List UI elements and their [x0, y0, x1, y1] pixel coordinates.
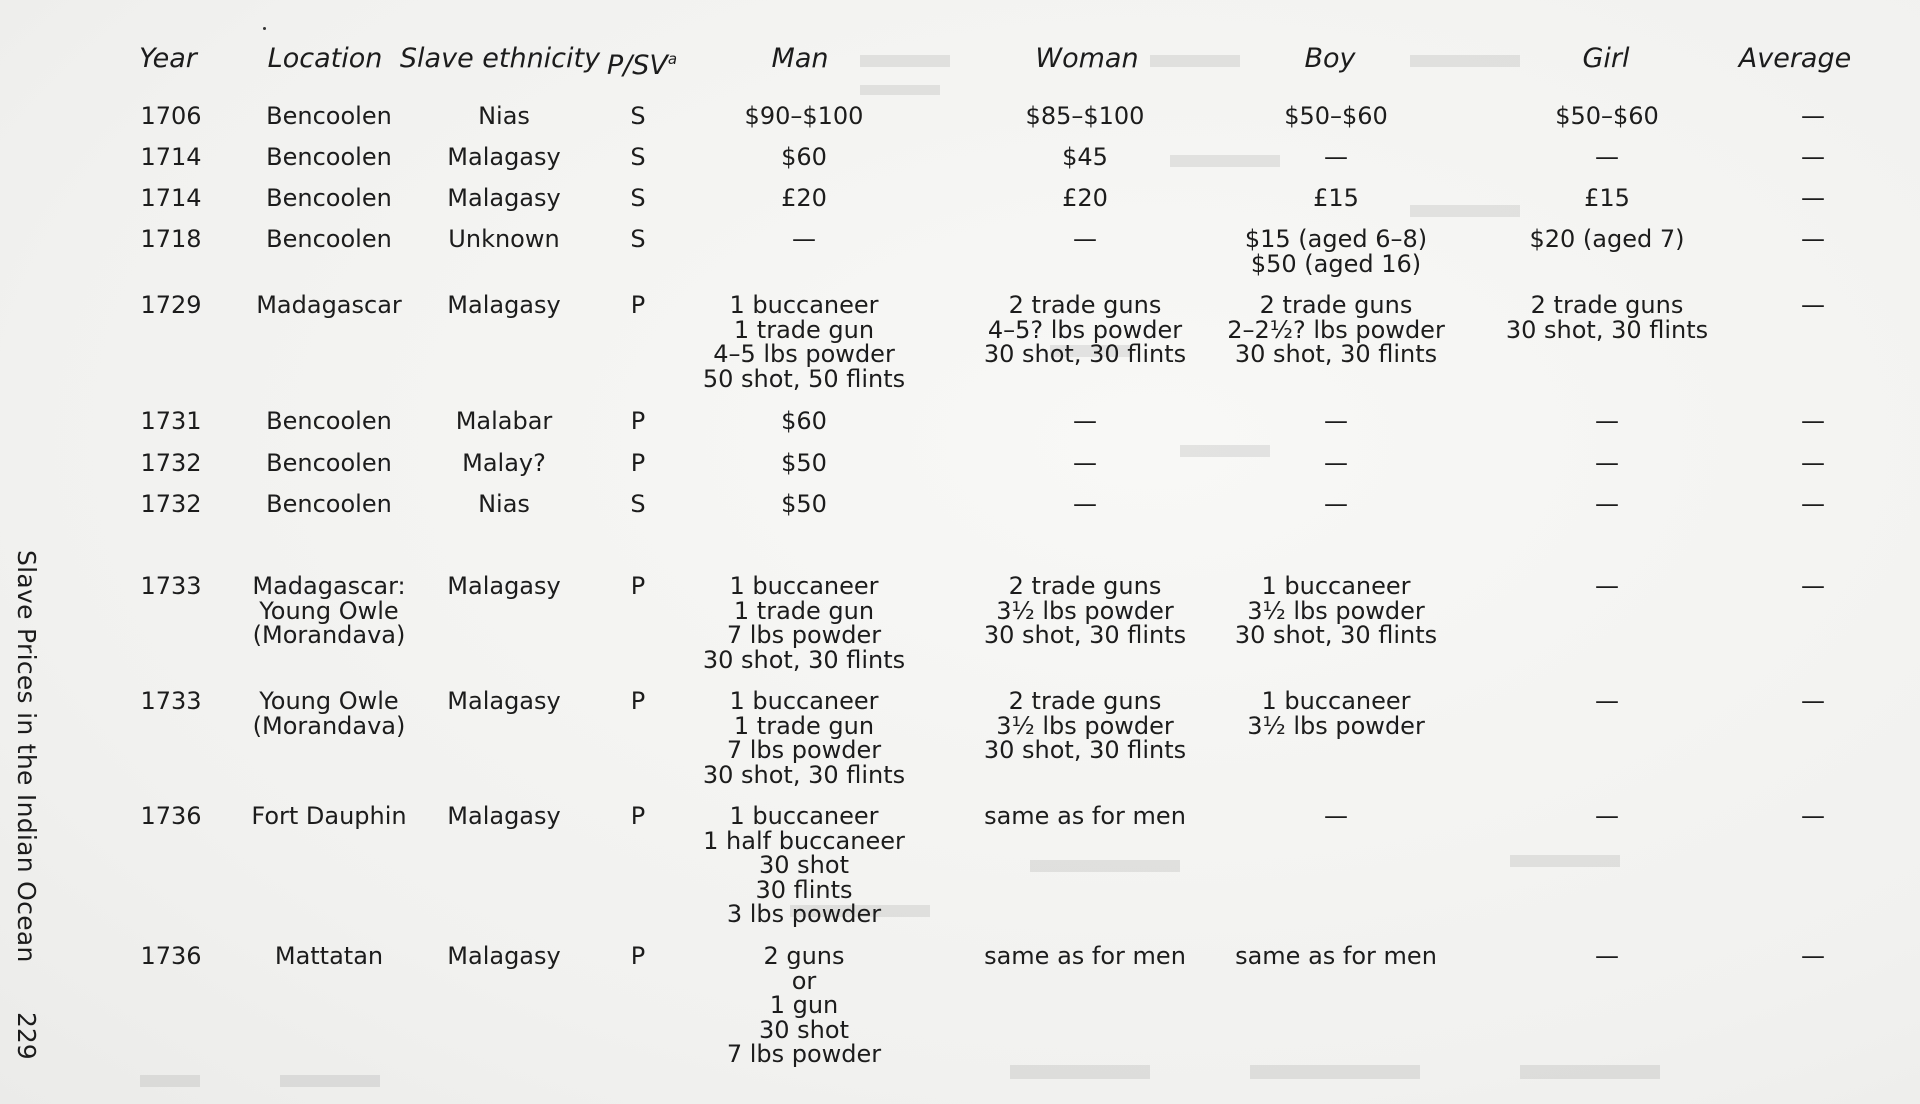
cell-line: same as for men [1235, 942, 1437, 970]
cell-woman [1073, 227, 1097, 252]
cell-line: — [1801, 143, 1825, 171]
cell-line: S [630, 490, 646, 518]
cell-location [252, 574, 405, 648]
cell-psv [631, 689, 645, 714]
cell-line: $50 [781, 490, 827, 518]
cell-line: 3½ lbs powder [996, 711, 1174, 740]
cell-ethnicity [478, 492, 530, 517]
cell-psv [630, 492, 645, 517]
cell-line: Young Owle [259, 596, 399, 625]
cell-line: 30 flints [755, 875, 853, 904]
cell-woman [984, 689, 1186, 763]
cell-line: Bencoolen [266, 225, 392, 253]
cell-line: — [1595, 490, 1619, 518]
cell-psv [630, 104, 645, 129]
cell-girl [1595, 145, 1619, 170]
cell-man [703, 574, 905, 672]
cell-ethnicity [447, 944, 560, 969]
header-psv-footnote-mark: a [667, 50, 678, 68]
cell-location [266, 227, 392, 252]
cell-line: $15 (aged 6–8) [1244, 225, 1428, 253]
cell-line: S [630, 225, 646, 253]
cell-man [781, 451, 827, 476]
cell-line: — [1324, 407, 1348, 435]
cell-woman [1073, 451, 1097, 476]
cell-line: 1736 [140, 942, 202, 970]
cell-boy [1324, 451, 1348, 476]
cell-line: $85–$100 [1025, 102, 1145, 130]
cell-line: 30 shot, 30 flints [1505, 315, 1709, 344]
cell-line: — [1595, 449, 1619, 477]
cell-line: 1 half buccaneer [703, 826, 905, 855]
cell-line: 7 lbs powder [726, 736, 882, 764]
cell-line: P [630, 687, 646, 715]
cell-line: — [792, 225, 816, 253]
cell-line: — [1595, 572, 1619, 600]
cell-psv [630, 145, 645, 170]
cell-boy [1245, 227, 1427, 276]
cell-psv [630, 227, 645, 252]
cell-year [140, 689, 201, 714]
cell-average [1801, 492, 1825, 517]
header-woman: Woman [1035, 43, 1139, 74]
cell-line: — [1073, 449, 1097, 477]
header-man: Man [771, 43, 829, 74]
cell-year [140, 451, 201, 476]
cell-woman [984, 574, 1186, 648]
header-average: Average [1738, 43, 1852, 74]
cell-line: 1 gun [769, 991, 839, 1019]
cell-line: $90–$100 [744, 102, 864, 130]
cell-line: Nias [478, 490, 530, 518]
cell-line: 30 shot [759, 851, 849, 879]
cell-boy [1324, 409, 1348, 434]
cell-girl [1595, 689, 1619, 714]
cell-line: 4–5? lbs powder [987, 315, 1183, 344]
cell-line: S [630, 184, 646, 212]
cell-line: — [1801, 572, 1825, 600]
cell-line: 1 trade gun [733, 711, 875, 740]
cell-year [140, 293, 201, 318]
cell-line: — [1801, 291, 1825, 319]
cell-line: — [1324, 143, 1348, 171]
running-title: Slave Prices in the Indian Ocean [12, 550, 41, 963]
cell-line: Malay? [462, 449, 546, 477]
cell-man [781, 145, 827, 170]
cell-line: 1732 [140, 490, 202, 518]
cell-line: P [630, 942, 646, 970]
cell-line: 2 trade guns [1008, 291, 1162, 319]
cell-line: 1 trade gun [733, 596, 875, 625]
cell-line: — [1801, 490, 1825, 518]
cell-line: 30 shot, 30 flints [983, 736, 1187, 764]
cell-boy [1284, 104, 1388, 129]
cell-psv [631, 944, 645, 969]
cell-average [1801, 804, 1825, 829]
cell-line: Madagascar [256, 291, 402, 319]
cell-line: £15 [1584, 184, 1630, 212]
cell-line: 2 trade guns [1008, 572, 1162, 600]
cell-line: P [630, 291, 646, 319]
cell-line: 1733 [140, 687, 202, 715]
cell-location [266, 186, 392, 211]
cell-line: $60 [781, 407, 827, 435]
cell-line: — [1801, 802, 1825, 830]
header-slave-ethnicity: Slave ethnicity [399, 43, 601, 74]
cell-line: Malagasy [447, 184, 561, 212]
cell-line: — [1595, 143, 1619, 171]
cell-line: or [791, 966, 817, 995]
cell-line: 1706 [140, 102, 202, 130]
cell-average [1801, 104, 1825, 129]
cell-line: Malabar [455, 407, 553, 435]
cell-woman [1062, 186, 1108, 211]
cell-line: 1 buccaneer [1261, 687, 1411, 715]
cell-line: — [1801, 225, 1825, 253]
cell-line: £15 [1313, 184, 1359, 212]
cell-psv [631, 574, 645, 599]
cell-man [727, 944, 881, 1067]
cell-line: S [630, 102, 646, 130]
cell-boy [1247, 689, 1425, 738]
cell-line: 3½ lbs powder [1247, 596, 1425, 625]
cell-boy [1313, 186, 1359, 211]
cell-line: — [1801, 942, 1825, 970]
cell-line: P [630, 407, 646, 435]
cell-ethnicity [447, 293, 560, 318]
cell-line: 1 trade gun [733, 315, 875, 344]
cell-average [1801, 186, 1825, 211]
cell-line: 2 trade guns [1259, 291, 1413, 319]
cell-line: 2 trade guns [1008, 687, 1162, 715]
cell-line: 3½ lbs powder [996, 596, 1174, 625]
cell-line: 3½ lbs powder [1247, 711, 1425, 740]
cell-ethnicity [447, 804, 560, 829]
cell-ethnicity [447, 186, 560, 211]
cell-year [140, 409, 201, 434]
cell-location [266, 104, 392, 129]
cell-line: 1733 [140, 572, 202, 600]
cell-line: — [1595, 687, 1619, 715]
cell-boy [1235, 944, 1437, 969]
cell-year [140, 804, 201, 829]
cell-line: — [1801, 407, 1825, 435]
cell-line: Bencoolen [266, 102, 392, 130]
cell-line: $50 (aged 16) [1250, 249, 1422, 278]
header-boy: Boy [1304, 43, 1356, 74]
cell-average [1801, 227, 1825, 252]
cell-ethnicity [462, 451, 546, 476]
cell-line: same as for men [984, 942, 1186, 970]
cell-line: 50 shot, 50 flints [702, 364, 906, 393]
cell-line: P [630, 802, 646, 830]
cell-ethnicity [447, 145, 560, 170]
header-girl: Girl [1582, 43, 1630, 74]
cell-woman [1073, 492, 1097, 517]
cell-line: — [1801, 687, 1825, 715]
cell-line: 30 shot, 30 flints [1234, 340, 1438, 368]
cell-line: 30 shot, 30 flints [1234, 621, 1438, 649]
header-location: Location [267, 43, 383, 74]
header-psv [607, 40, 677, 85]
cell-line: 3 lbs powder [726, 900, 882, 928]
cell-year [140, 227, 201, 252]
cell-boy [1324, 804, 1348, 829]
cell-man [703, 689, 905, 787]
header-year: Year [139, 43, 197, 74]
cell-man [703, 804, 905, 927]
cell-girl [1595, 492, 1619, 517]
cell-line: 1 buccaneer [729, 687, 879, 715]
cell-year [140, 944, 201, 969]
cell-psv [631, 409, 645, 434]
cell-man [781, 186, 827, 211]
cell-line: Malagasy [447, 143, 561, 171]
cell-line: — [1324, 449, 1348, 477]
cell-average [1801, 689, 1825, 714]
cell-location [266, 492, 392, 517]
cell-ethnicity [447, 574, 560, 599]
cell-line: Malagasy [447, 942, 561, 970]
cell-line: — [1801, 102, 1825, 130]
cell-girl [1595, 409, 1619, 434]
cell-average [1801, 944, 1825, 969]
cell-location [266, 145, 392, 170]
cell-year [140, 104, 201, 129]
cell-line: Young Owle [259, 687, 399, 715]
cell-line: £20 [781, 184, 827, 212]
cell-boy [1227, 293, 1445, 367]
cell-line: 2 guns [763, 942, 845, 970]
cell-line: 2 trade guns [1530, 291, 1684, 319]
cell-line: 1 buccaneer [729, 802, 879, 830]
cell-line: 1729 [140, 291, 202, 319]
cell-ethnicity [456, 409, 553, 434]
cell-year [140, 186, 201, 211]
cell-line: — [1801, 184, 1825, 212]
cell-line: Bencoolen [266, 407, 392, 435]
header-psv-label: P/SV [606, 50, 668, 81]
cell-line: 7 lbs powder [726, 621, 882, 649]
cell-girl [1584, 186, 1630, 211]
cell-line: $45 [1062, 143, 1108, 171]
cell-line: P [630, 572, 646, 600]
cell-man [703, 293, 905, 391]
cell-line: 1 buccaneer [1261, 572, 1411, 600]
cell-line: 1 buccaneer [729, 572, 879, 600]
cell-girl [1595, 804, 1619, 829]
cell-line: Mattatan [274, 942, 384, 970]
cell-woman [1073, 409, 1097, 434]
cell-boy [1235, 574, 1437, 648]
cell-year [140, 145, 201, 170]
cell-line: $60 [781, 143, 827, 171]
cell-line: (Morandava) [252, 621, 406, 649]
cell-line: 2–2½? lbs powder [1227, 315, 1445, 344]
cell-line: 4–5 lbs powder [713, 340, 895, 368]
cell-line: — [1073, 407, 1097, 435]
cell-woman [984, 804, 1186, 829]
cell-line: 7 lbs powder [726, 1040, 882, 1068]
cell-average [1801, 451, 1825, 476]
cell-boy [1324, 492, 1348, 517]
cell-line: Bencoolen [266, 449, 392, 477]
cell-girl [1529, 227, 1684, 252]
cell-line: Bencoolen [266, 184, 392, 212]
cell-line: (Morandava) [252, 711, 406, 740]
cell-ethnicity [448, 227, 559, 252]
cell-line: P [630, 449, 646, 477]
cell-girl [1506, 293, 1708, 342]
cell-line: 1 buccaneer [729, 291, 879, 319]
cell-girl [1595, 574, 1619, 599]
stray-mark [263, 27, 266, 30]
cell-line: same as for men [984, 802, 1186, 830]
cell-line: Malagasy [447, 572, 561, 600]
cell-line: 30 shot, 30 flints [702, 760, 906, 789]
cell-average [1801, 293, 1825, 318]
cell-girl [1595, 944, 1619, 969]
page-number: 229 [12, 1012, 41, 1060]
cell-line: 1714 [140, 184, 202, 212]
cell-line: 1731 [140, 407, 202, 435]
cell-line: — [1324, 802, 1348, 830]
cell-line: Fort Dauphin [251, 802, 407, 830]
cell-location [275, 944, 383, 969]
cell-boy [1324, 145, 1348, 170]
cell-line: Bencoolen [266, 143, 392, 171]
cell-line: 30 shot, 30 flints [983, 340, 1187, 368]
cell-ethnicity [447, 689, 560, 714]
cell-woman [1026, 104, 1145, 129]
cell-line: 1736 [140, 802, 202, 830]
cell-man [745, 104, 864, 129]
cell-man [792, 227, 816, 252]
cell-psv [630, 186, 645, 211]
cell-year [140, 492, 201, 517]
cell-location [253, 689, 406, 738]
cell-line: 1718 [140, 225, 202, 253]
cell-line: $50 [781, 449, 827, 477]
cell-line: $50–$60 [1284, 102, 1388, 130]
cell-woman [984, 293, 1186, 367]
cell-woman [1062, 145, 1108, 170]
cell-average [1801, 574, 1825, 599]
cell-line: — [1324, 490, 1348, 518]
cell-line: S [630, 143, 646, 171]
cell-location [266, 451, 392, 476]
cell-psv [631, 293, 645, 318]
cell-location [266, 409, 392, 434]
cell-year [140, 574, 201, 599]
cell-line: — [1801, 449, 1825, 477]
cell-line: 1732 [140, 449, 202, 477]
cell-line: $50–$60 [1555, 102, 1659, 130]
cell-girl [1555, 104, 1659, 129]
cell-line: — [1595, 802, 1619, 830]
cell-line: — [1073, 225, 1097, 253]
cell-line: $20 (aged 7) [1529, 225, 1685, 253]
cell-line: Malagasy [447, 687, 561, 715]
cell-line: Malagasy [447, 802, 561, 830]
cell-man [781, 409, 827, 434]
cell-line: — [1595, 942, 1619, 970]
cell-psv [631, 451, 645, 476]
cell-location [256, 293, 402, 318]
cell-line: Malagasy [447, 291, 561, 319]
cell-line: 30 shot, 30 flints [983, 621, 1187, 649]
cell-line: £20 [1062, 184, 1108, 212]
cell-psv [631, 804, 645, 829]
cell-ethnicity [478, 104, 530, 129]
cell-woman [984, 944, 1186, 969]
cell-line: 30 shot, 30 flints [702, 645, 906, 674]
cell-average [1801, 409, 1825, 434]
cell-line: — [1073, 490, 1097, 518]
cell-average [1801, 145, 1825, 170]
cell-line: — [1595, 407, 1619, 435]
cell-man [781, 492, 827, 517]
cell-line: 30 shot [759, 1015, 849, 1044]
cell-girl [1595, 451, 1619, 476]
cell-line: Unknown [448, 225, 560, 253]
cell-line: Bencoolen [266, 490, 392, 518]
cell-line: Nias [478, 102, 530, 130]
cell-line: 1714 [140, 143, 202, 171]
cell-line: Madagascar: [252, 572, 406, 600]
cell-location [251, 804, 406, 829]
